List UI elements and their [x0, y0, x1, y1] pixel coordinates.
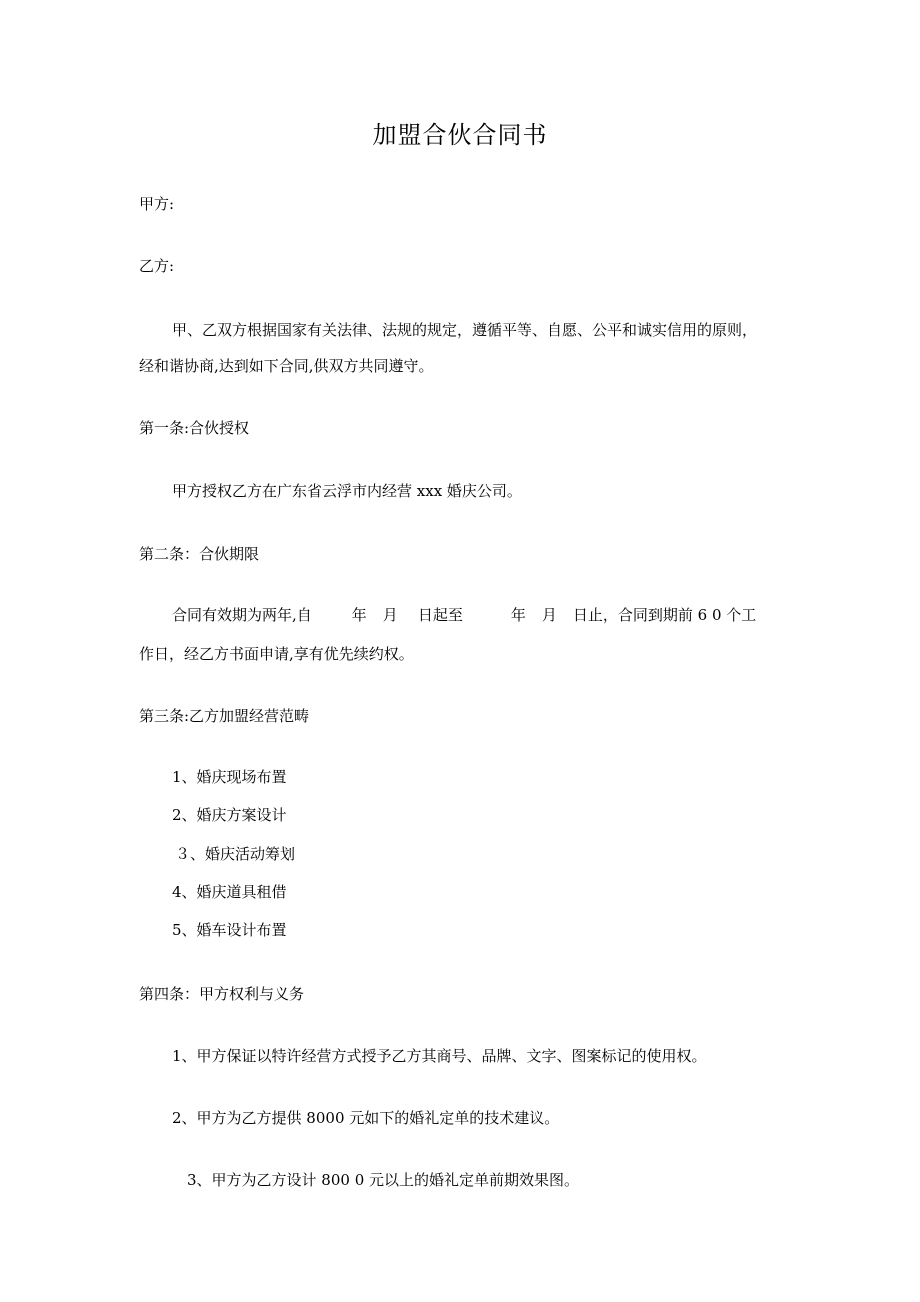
document-title: 加盟合伙合同书 [372, 121, 548, 149]
article-2-line-2: 作日，经乙方书面申请,享有优先续约权。 [139, 645, 414, 663]
party-b-label: 乙方: [139, 257, 175, 275]
article-3-heading: 第三条:乙方加盟经营范畴 [139, 707, 310, 725]
article-3-item: ３、婚庆活动筹划 [175, 845, 296, 863]
article-2-line-1 [172, 605, 756, 625]
party-a-label: 甲方: [139, 195, 175, 213]
article-3-item: 1、婚庆现场布置 [172, 768, 287, 786]
article-4-item: 2、甲方为乙方提供 8000 元如下的婚礼定单的技术建议。 [172, 1109, 560, 1127]
preamble-line-2: 经和谐协商,达到如下合同,供双方共同遵守。 [139, 357, 434, 375]
article-2-heading: 第二条：合伙期限 [139, 545, 260, 563]
article-2-end-month: 月 [541, 606, 557, 624]
article-2-start-day: 日起至 [417, 606, 463, 624]
article-3-item: 2、婚庆方案设计 [172, 806, 287, 824]
article-2-end-day: 日止，合同到期前 6 0 个工 [572, 606, 757, 624]
article-4-heading: 第四条：甲方权利与义务 [139, 985, 305, 1003]
article-4-item: 1、甲方保证以特许经营方式授予乙方其商号、品牌、文字、图案标记的使用权。 [172, 1047, 707, 1065]
article-3-item: 4、婚庆道具租借 [172, 883, 287, 901]
preamble-line-1: 甲、乙双方根据国家有关法律、法规的规定，遵循平等、自愿、公平和诚实信用的原则， [172, 321, 758, 339]
article-4-item: 3、甲方为乙方设计 800 0 元以上的婚礼定单前期效果图。 [187, 1171, 580, 1189]
article-1-body: 甲方授权乙方在广东省云浮市内经营 xxx 婚庆公司。 [172, 482, 522, 500]
article-2-term-text: 合同有效期为两年,自 [172, 606, 312, 624]
article-3-item: 5、婚车设计布置 [172, 921, 287, 939]
article-2-start-year: 年 [351, 606, 367, 624]
article-2-end-year: 年 [510, 606, 526, 624]
article-1-heading: 第一条:合伙授权 [139, 419, 250, 437]
article-2-start-month: 月 [382, 606, 398, 624]
